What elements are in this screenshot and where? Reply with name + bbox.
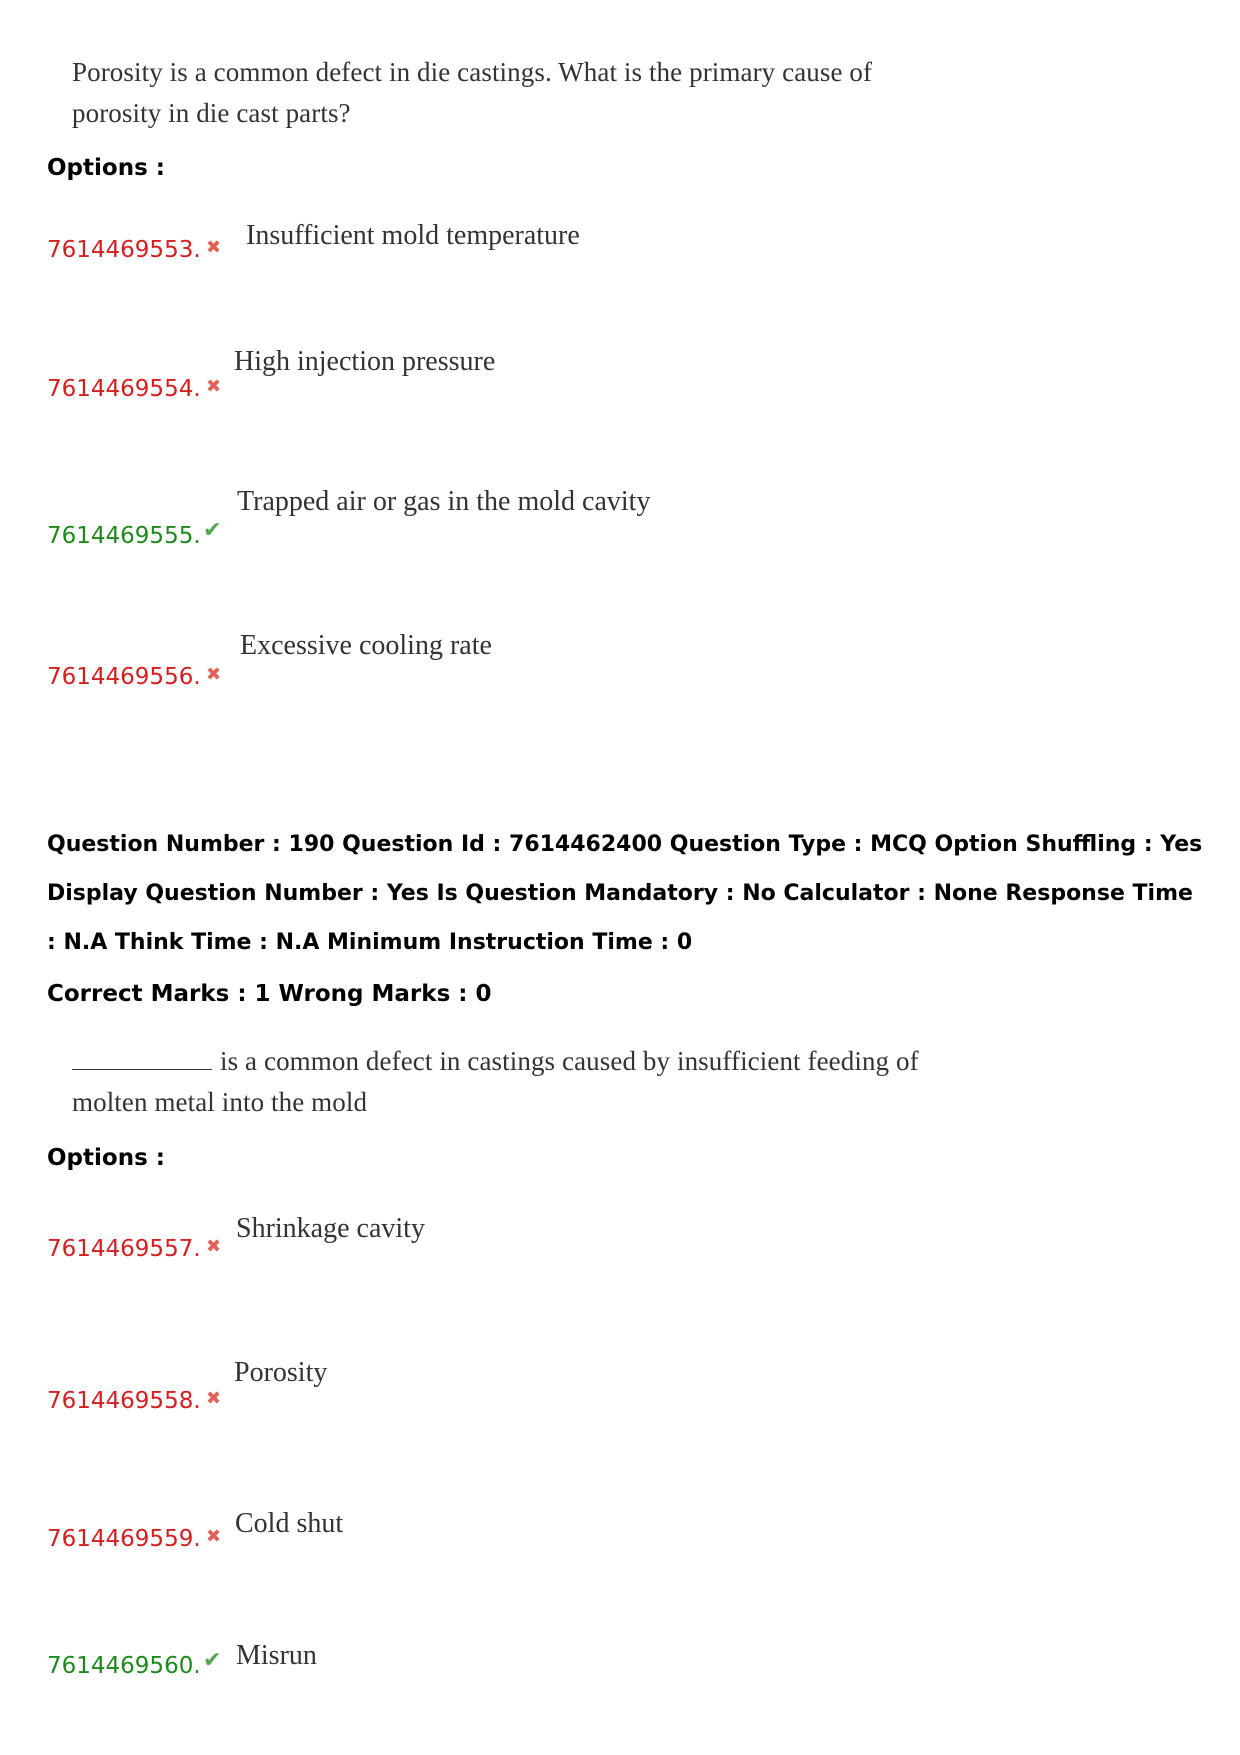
option-text: Insufficient mold temperature [246, 220, 580, 251]
cross-icon: ✖ [206, 1526, 222, 1547]
question-text-line: porosity in die cast parts? [72, 98, 351, 128]
option-id: 7614469553. [47, 237, 201, 263]
question-text-line [72, 1041, 919, 1082]
option-id: 7614469557. [47, 1236, 201, 1262]
option-text: Cold shut [235, 1508, 344, 1539]
cross-icon: ✖ [206, 1388, 222, 1409]
option-text: Misrun [236, 1640, 317, 1671]
cross-icon: ✖ [206, 664, 222, 685]
option-text: Trapped air or gas in the mold cavity [237, 486, 651, 517]
option-id: 7614469554. [47, 376, 201, 402]
options-label: Options : [47, 1145, 165, 1171]
option-id: 7614469559. [47, 1526, 201, 1552]
fill-in-blank [72, 1043, 212, 1070]
question-text [72, 1041, 919, 1123]
option-id: 7614469555. [47, 523, 201, 549]
question-text-line: Porosity is a common defect in die castings. What is the primary cause of [72, 57, 873, 87]
metadata-line: Display Question Number : Yes Is Question Mandatory : No Calculator : None Response Time [47, 881, 1193, 906]
cross-icon: ✖ [206, 237, 222, 258]
cross-icon: ✖ [206, 376, 222, 397]
options-label: Options : [47, 155, 165, 181]
check-icon: ✔ [203, 518, 222, 543]
question-text-line: molten metal into the mold [72, 1087, 368, 1117]
option-id: 7614469558. [47, 1388, 201, 1414]
option-text: Excessive cooling rate [240, 630, 492, 661]
option-id: 7614469556. [47, 664, 201, 690]
question-metadata [47, 820, 1207, 967]
cross-icon: ✖ [206, 1236, 222, 1257]
check-icon: ✔ [203, 1648, 222, 1673]
marks-info: Correct Marks : 1 Wrong Marks : 0 [47, 981, 492, 1007]
option-id: 7614469560. [47, 1653, 201, 1679]
option-text: High injection pressure [234, 346, 496, 377]
option-text: Porosity [234, 1357, 328, 1388]
question-text [72, 52, 872, 134]
metadata-line: Question Number : 190 Question Id : 7614462400 Question Type : MCQ Option Shuffling : Yes [47, 832, 1203, 857]
metadata-line: : N.A Think Time : N.A Minimum Instruction Time : 0 [47, 930, 693, 955]
option-text: Shrinkage cavity [236, 1213, 425, 1244]
question-text-fragment: is a common defect in castings caused by insufficient feeding of [220, 1046, 919, 1076]
